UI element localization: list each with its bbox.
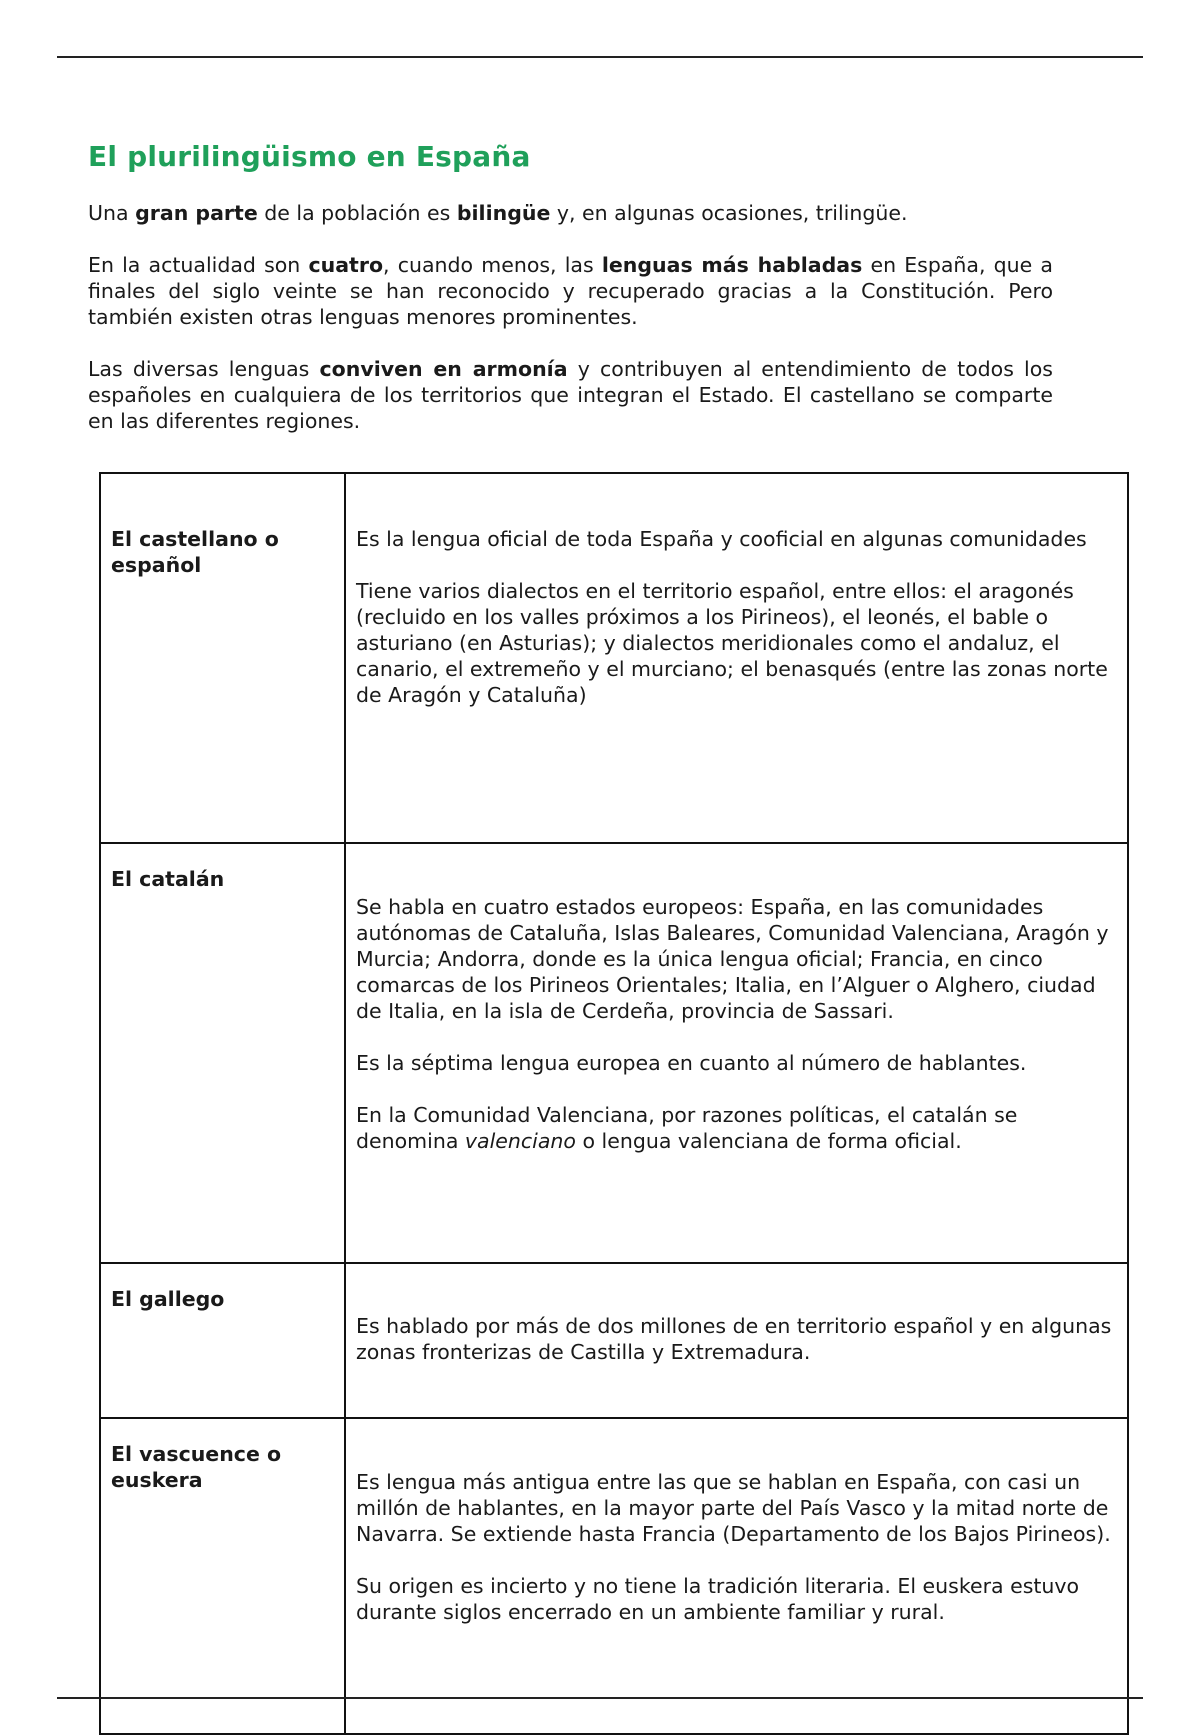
description-paragraph: Su origen es incierto y no tiene la tradición literaria. El euskera estuvo durante siglos encerrado en un ambiente familiar y rural.: [356, 1574, 1080, 1624]
table-row: [100, 1263, 1128, 1418]
language-description: [345, 473, 1128, 843]
intro-paragraph-1: Una gran parte de la población es bilingüe y, en algunas ocasiones, trilingüe.: [88, 201, 908, 225]
emphasis-text: bilingüe: [456, 201, 551, 225]
languages-table: [99, 472, 1129, 1735]
description-paragraph: Es lengua más antigua entre las que se hablan en España, con casi un millón de hablantes, en la mayor parte del País Vasco y la mitad norte de Navarra. Se extiende hasta Francia (Departamento de los Bajos Pirineos).: [356, 1470, 1111, 1546]
description-paragraph: En la Comunidad Valenciana, por razones políticas, el catalán se denomina valenciano o lengua valenciana de forma oficial.: [356, 1103, 1018, 1153]
intro-paragraph-2: En la actualidad son cuatro, cuando menos, las lenguas más habladas en España, que a finales del siglo veinte se han reconocido y recuperado gracias a la Constitución. Pero también existen otras lenguas menores prominentes.: [88, 253, 1053, 329]
language-description: [345, 843, 1128, 1263]
description-paragraph: Es la lengua oficial de toda España y cooficial en algunas comunidades: [356, 527, 1087, 551]
page-title: El plurilingüismo en España: [88, 140, 531, 173]
language-description: [345, 1263, 1128, 1418]
description-paragraph: Es hablado por más de dos millones de en territorio español y en algunas zonas fronterizas de Castilla y Extremadura.: [356, 1314, 1112, 1364]
italic-text: valenciano: [464, 1129, 576, 1153]
emphasis-text: conviven en armonía: [319, 357, 568, 381]
table-row: [100, 843, 1128, 1263]
language-description: [345, 1418, 1128, 1734]
document-body: [88, 140, 1053, 434]
description-paragraph: Es la séptima lengua europea en cuanto al número de hablantes.: [356, 1051, 1027, 1075]
description-paragraph: Se habla en cuatro estados europeos: España, en las comunidades autónomas de Cataluña, Islas Baleares, Comunidad Valenciana, Aragón y Murcia; Andorra, donde es la única lengua oficial; Francia, en cinco comarcas de los Pirineos Orientales; Italia, en l’Alguer o Alghero, ciudad de Italia, en la isla de Cerdeña, provincia de Sassari.: [356, 895, 1109, 1023]
language-name: El catalán: [100, 843, 345, 1263]
emphasis-text: cuatro: [308, 253, 384, 277]
description-paragraph: Tiene varios dialectos en el territorio español, entre ellos: el aragonés (recluido en los valles próximos a los Pirineos), el leonés, el bable o asturiano (en Asturias); y dialectos meridionales como el andaluz, el canario, el extremeño y el murciano; el benasqués (entre las zonas norte de Aragón y Cataluña): [356, 579, 1108, 707]
table-row: [100, 473, 1128, 843]
language-name: El gallego: [100, 1263, 345, 1418]
emphasis-text: lenguas más habladas: [601, 253, 863, 277]
footer-rule: [57, 1697, 1143, 1699]
intro-paragraph-3: Las diversas lenguas conviven en armonía y contribuyen al entendimiento de todos los españoles en cualquiera de los territorios que integran el Estado. El castellano se comparte en las diferentes regiones.: [88, 357, 1053, 433]
language-name: El castellano o español: [100, 473, 345, 843]
header-rule: [57, 56, 1143, 58]
language-name: El vascuence o euskera: [100, 1418, 345, 1734]
emphasis-text: gran parte: [135, 201, 258, 225]
table-row: [100, 1418, 1128, 1734]
